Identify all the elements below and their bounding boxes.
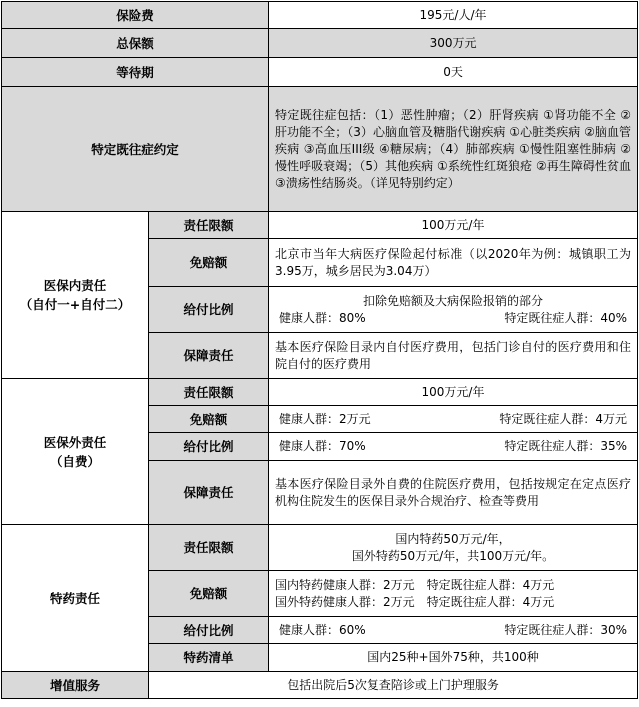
waiting-period-row: [2, 58, 638, 87]
drug-list-label: 特药清单: [149, 644, 269, 672]
drug-limit-value: [269, 525, 638, 571]
out-deductible-healthy: 健康人群：2万元: [279, 411, 371, 426]
drug-deductible-label: 免赔额: [149, 571, 269, 617]
out-ratio-split: [275, 438, 631, 455]
value-added-row: [2, 672, 638, 699]
out-ratio-pre: 特定既往症人群：35%: [504, 439, 628, 453]
out-insurance-title: 医保外责任: [43, 434, 107, 450]
out-insurance-group: [2, 379, 149, 525]
out-scope-value: 基本医疗保险目录外自费的住院医疗费用，包括按规定在定点医疗机构住院发生的医保目录外合规治疗、检查等费用: [269, 461, 638, 525]
out-deductible-label: 免赔额: [149, 406, 269, 433]
pre-existing-row: [2, 87, 638, 212]
waiting-period-value: 0天: [269, 58, 638, 87]
total-coverage-row: [2, 29, 638, 58]
out-limit-value: 100万元/年: [269, 379, 638, 406]
in-limit-label: 责任限额: [149, 212, 269, 239]
in-insurance-subtitle: （自付一+自付二）: [19, 297, 131, 312]
insurance-plan-table: [1, 1, 638, 699]
value-added-value: 包括出院后5次复查陪诊或上门护理服务: [149, 672, 638, 699]
out-deductible-pre: 特定既往症人群：4万元: [499, 411, 628, 426]
premium-label: 保险费: [2, 2, 269, 29]
out-ratio-value: [269, 433, 638, 461]
drug-ratio-healthy: 健康人群：60%: [279, 622, 366, 637]
drug-list-value: 国内25种+国外75种，共100种: [269, 644, 638, 672]
out-ratio-label: 给付比例: [149, 433, 269, 461]
in-scope-label: 保障责任: [149, 333, 269, 379]
in-ratio-split: [275, 310, 631, 327]
in-limit-row: [2, 212, 638, 239]
in-ratio-label: 给付比例: [149, 287, 269, 333]
in-insurance-title: 医保内责任: [43, 278, 107, 293]
drug-limit-row: [2, 525, 638, 571]
pre-existing-label: 特定既往症约定: [2, 87, 269, 212]
in-ratio-healthy: 健康人群：80%: [279, 310, 366, 325]
in-insurance-group: [2, 212, 149, 379]
out-limit-label: 责任限额: [149, 379, 269, 406]
out-ratio-healthy: 健康人群：70%: [279, 439, 366, 453]
drug-deductible-value: [269, 571, 638, 617]
drug-limit-line2: 国外特药50万元/年，共100万元/年。: [351, 548, 555, 563]
in-limit-value: 100万元/年: [269, 212, 638, 239]
drug-limit-line1: 国内特药50万元/年，: [395, 531, 511, 546]
in-deductible-value: 北京市当年大病医疗保险起付标准（以2020年为例：城镇职工为3.95万，城乡居民为3.04万）: [269, 239, 638, 287]
drug-ratio-label: 给付比例: [149, 617, 269, 644]
total-coverage-label: 总保额: [2, 29, 269, 58]
out-limit-row: [2, 379, 638, 406]
drug-limit-label: 责任限额: [149, 525, 269, 571]
out-scope-label: 保障责任: [149, 461, 269, 525]
drug-ratio-value: [269, 617, 638, 644]
drug-deductible-domestic: 国内特药健康人群：2万元 特定既往症人群：4万元: [275, 577, 555, 592]
in-ratio-value: [269, 287, 638, 333]
out-deductible-split: [275, 411, 631, 428]
in-scope-value: 基本医疗保险目录内自付医疗费用，包括门诊自付的医疗费用和住院自付的医疗费用: [269, 333, 638, 379]
out-insurance-subtitle: （自费）: [49, 453, 100, 469]
drug-ratio-split: [275, 622, 631, 639]
pre-existing-text: 特定既往症包括：（1）恶性肿瘤；（2）肝肾疾病 ①肾功能不全 ②肝功能不全；（3）心脑血管及糖脂代谢疾病 ①心脏类疾病 ②脑血管疾病 ③高血压III级 ④糖尿病；（4）肺部疾病 ①慢性阻塞性肺病 ②慢性呼吸衰竭；（5）其他疾病 ①系统性红斑狼疮 ②再生障碍性贫血 ③溃疡性结肠炎。（详见特别约定）: [269, 87, 638, 212]
value-added-label: 增值服务: [2, 672, 149, 699]
in-ratio-pre: 特定既往症人群：40%: [504, 310, 628, 325]
total-coverage-value: 300万元: [269, 29, 638, 58]
in-ratio-note: 扣除免赔额及大病保险报销的部分: [363, 293, 544, 308]
out-deductible-value: [269, 406, 638, 433]
premium-row: [2, 2, 638, 29]
waiting-period-label: 等待期: [2, 58, 269, 87]
drug-deductible-overseas: 国外特药健康人群：2万元 特定既往症人群：4万元: [275, 594, 555, 609]
in-deductible-label: 免赔额: [149, 239, 269, 287]
special-drugs-group: 特药责任: [2, 525, 149, 672]
premium-value: 195元/人/年: [269, 2, 638, 29]
drug-ratio-pre: 特定既往症人群：30%: [504, 622, 628, 637]
